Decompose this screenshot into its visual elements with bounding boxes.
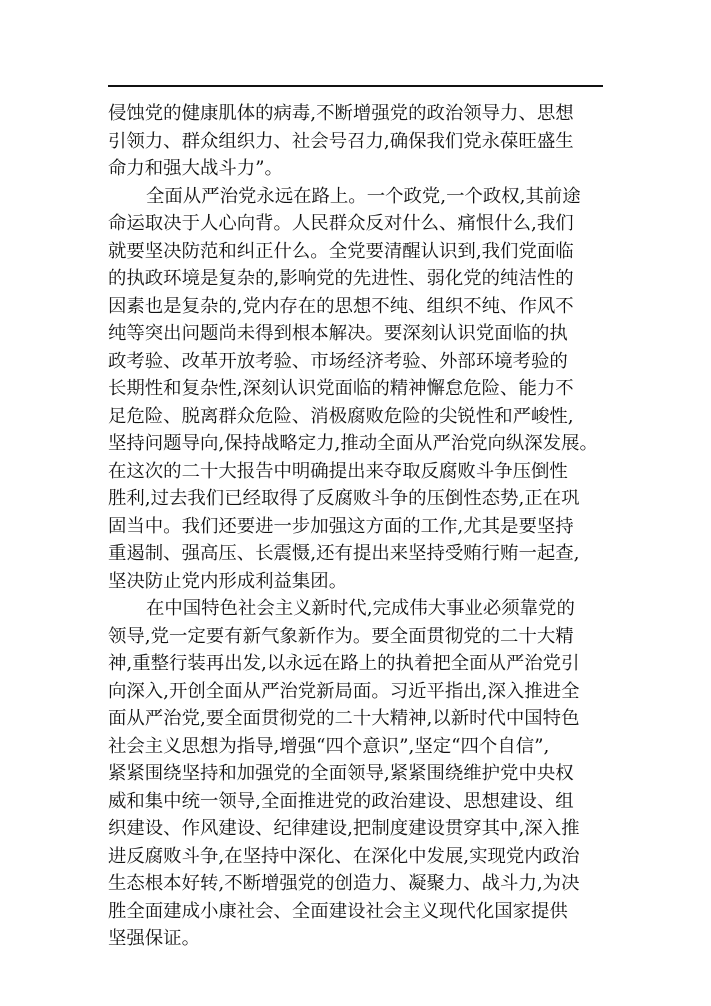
text-line: 就要坚决防范和纠正什么。全党要清醒认识到,我们党面临 — [108, 240, 574, 262]
text-line: 神,重整行装再出发,以永远在路上的执着把全面从严治党引 — [108, 653, 580, 674]
text-line: 社会主义思想为指导,增强“四个意识”,坚定“四个自信”, — [108, 735, 550, 757]
text-line: 胜利,过去我们已经取得了反腐败斗争的压倒性态势,正在巩 — [108, 488, 580, 509]
text-line: 生态根本好转,不断增强党的创造力、凝聚力、战斗力,为决 — [108, 873, 580, 894]
text-line: 命力和强大战斗力”。 — [108, 158, 283, 179]
text-line: 重遏制、强高压、长震慑,还有提出来坚持受贿行贿一起查, — [108, 543, 580, 564]
text-line: 坚强保证。 — [108, 928, 200, 949]
paragraph — [108, 100, 604, 183]
text-line: 纯等突出问题尚未得到根本解决。要深刻认识党面临的执 — [108, 323, 568, 344]
text-line: 命运取决于人心向背。人民群众反对什么、痛恨什么,我们 — [108, 213, 574, 234]
header-rule — [108, 85, 603, 87]
text-line: 全面从严治党永远在路上。一个政党,一个政权,其前途 — [146, 185, 581, 207]
text-line: 面从严治党,要全面贯彻党的二十大精神,以新时代中国特色 — [108, 708, 580, 729]
text-line: 坚决防止党内形成利益集团。 — [108, 570, 348, 592]
text-line: 政考验、改革开放考验、市场经济考验、外部环境考验的 — [108, 350, 568, 372]
text-line: 因素也是复杂的,党内存在的思想不纯、组织不纯、作风不 — [108, 295, 574, 317]
text-line: 坚持问题导向,保持战略定力,推动全面从严治党向纵深发展。 — [108, 433, 598, 454]
text-line: 紧紧围绕坚持和加强党的全面领导,紧紧围绕维护党中央权 — [108, 763, 574, 784]
paragraph — [108, 595, 604, 953]
text-line: 侵蚀党的健康肌体的病毒,不断增强党的政治领导力、思想 — [108, 103, 574, 124]
body-text — [108, 100, 604, 953]
text-line: 织建设、作风建设、纪律建设,把制度建设贯穿其中,深入推 — [108, 818, 580, 839]
text-line: 向深入,开创全面从严治党新局面。习近平指出,深入推进全 — [108, 680, 580, 702]
text-line: 的执政环境是复杂的,影响党的先进性、弱化党的纯洁性的 — [108, 268, 574, 289]
text-line: 足危险、脱离群众危险、消极腐败危险的尖锐性和严峻性, — [108, 405, 574, 427]
text-line: 在这次的二十大报告中明确提出来夺取反腐败斗争压倒性 — [108, 460, 568, 482]
text-line: 领导,党一定要有新气象新作为。要全面贯彻党的二十大精 — [108, 625, 574, 647]
text-line: 进反腐败斗争,在坚持中深化、在深化中发展,实现党内政治 — [108, 845, 580, 867]
text-line: 引领力、群众组织力、社会号召力,确保我们党永葆旺盛生 — [108, 130, 574, 152]
text-line: 威和集中统一领导,全面推进党的政治建设、思想建设、组 — [108, 790, 574, 812]
text-line: 在中国特色社会主义新时代,完成伟大事业必须靠党的 — [146, 598, 575, 619]
paragraph — [108, 183, 604, 596]
text-line: 固当中。我们还要进一步加强这方面的工作,尤其是要坚持 — [108, 515, 574, 537]
text-line: 胜全面建成小康社会、全面建设社会主义现代化国家提供 — [108, 900, 568, 922]
text-line: 长期性和复杂性,深刻认识党面临的精神懈怠危险、能力不 — [108, 378, 574, 399]
